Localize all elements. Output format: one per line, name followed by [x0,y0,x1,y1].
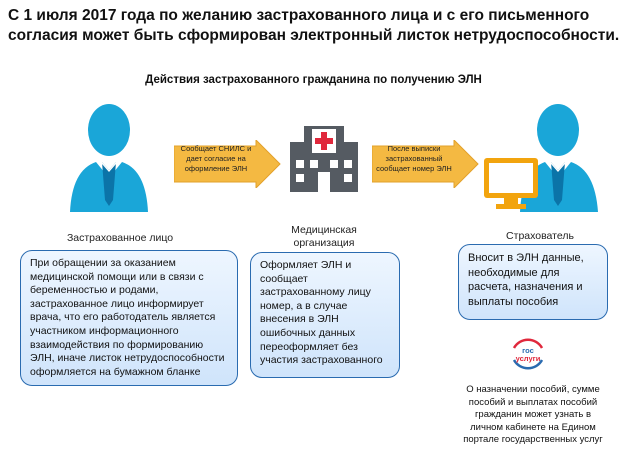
arrow-insured-to-medical [174,140,282,188]
gosuslugi-note: О назначении пособий, сумме пособий и выплатах пособий гражданин может узнать в личном кабинете на Едином портале государственных услуг [463,384,603,445]
arrow-label-first: Сообщает СНИЛС и дает согласие на оформление ЭЛН [180,144,252,173]
insured-description: При обращении за оказанием медицинской помощи или в связи с беременностью и родами, застрахованное лицо информирует врача, что его работодатель является участником информационного взаимодействия по формированию ЭЛН, иначе листок нетрудоспособности оформляется на бумажном бланке [30,257,225,378]
hospital-icon [290,122,358,192]
medical-description-box [250,252,400,378]
arrow-medical-to-employer [372,140,480,188]
employer-icon [482,100,606,212]
actor-insured-label: Застрахованное лицо [66,232,174,244]
insured-description-box [20,250,238,386]
medical-description: Оформляет ЭЛН и сообщает застрахованному лицу номер, а в случае внесения в ЭЛН ошибочных данных переоформляет без участия застрахованного [260,259,383,367]
actor-medical-label: Медицинская организация [291,224,357,249]
arrow-label-second: После выписки застрахованный сообщает номер ЭЛН [376,144,452,173]
employer-description: Вносит в ЭЛН данные, необходимые для расчета, назначения и выплаты пособия [468,252,584,308]
gosuslugi-logo [508,334,548,374]
person-icon [66,100,152,212]
page-title: С 1 июля 2017 года по желанию застрахованного лица и с его письменного согласия может быть сформирован электронный листок нетрудоспособности. [8,7,620,44]
employer-description-box [458,244,608,320]
actor-employer-label: Страхователь [506,230,574,242]
diagram-subtitle: Действия застрахованного гражданина по получению ЭЛН [145,74,482,86]
gosuslugi-logo-bottom: услуги [515,354,541,363]
gosuslugi-logo-top: гос [522,346,534,355]
